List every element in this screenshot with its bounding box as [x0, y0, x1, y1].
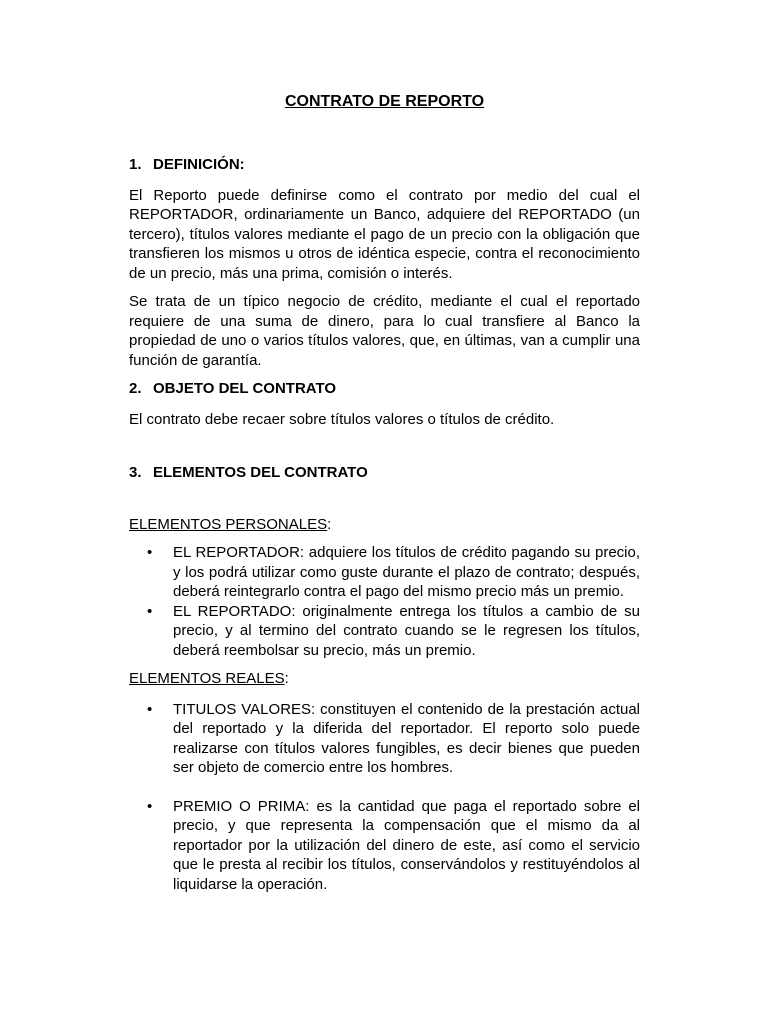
- subheading-colon: :: [284, 670, 289, 687]
- section-heading-objeto: [129, 379, 640, 399]
- section-title: ELEMENTOS DEL CONTRATO: [153, 464, 368, 481]
- subheading-elementos-personales: [129, 515, 640, 535]
- subheading-elementos-reales: [129, 669, 640, 689]
- list-item: [147, 602, 640, 661]
- document-title: CONTRATO DE REPORTO: [284, 93, 485, 110]
- paragraph-objeto: El contrato debe recaer sobre títulos valores o títulos de crédito.: [129, 410, 555, 428]
- section-heading-elementos: [129, 463, 640, 483]
- bullet-icon: •: [147, 797, 153, 815]
- list-item-text: EL REPORTADO: originalmente entrega los títulos a cambio de su precio, y al termino del contrato cuando se le regresen los títulos, deberá reembolsar su precio, más un premio.: [173, 602, 640, 659]
- bullet-icon: •: [147, 602, 153, 620]
- list-item: [147, 797, 640, 895]
- list-elementos-personales: [129, 543, 640, 660]
- section-number: 2.: [129, 380, 142, 397]
- section-number: 1.: [129, 156, 142, 173]
- subheading-label: ELEMENTOS REALES: [129, 670, 285, 687]
- section-number: 3.: [129, 464, 142, 481]
- section-title: OBJETO DEL CONTRATO: [153, 380, 337, 397]
- paragraph-definicion-2: Se trata de un típico negocio de crédito, mediante el cual el reportado requiere de una suma de dinero, para lo cual transfiere al Banco la propiedad de uno o varios títulos valores, que, en últimas, van a cumplir una función de garantía.: [129, 293, 640, 369]
- list-item: [147, 543, 640, 602]
- subheading-colon: :: [327, 515, 332, 533]
- bullet-icon: •: [147, 700, 153, 718]
- subheading-label: ELEMENTOS PERSONALES: [129, 515, 328, 533]
- list-item: [147, 700, 640, 778]
- section-heading-definicion: [129, 155, 640, 175]
- list-item-text: PREMIO O PRIMA: es la cantidad que paga el reportado sobre el precio, y que representa la compensación que el mismo da al reportador por la utilización del dinero de este, así como el servicio que le presta al recibir los títulos, conservándolos y restituyéndolos al liquidarse la operación.: [173, 797, 640, 893]
- list-item-text: TITULOS VALORES: constituyen el contenido de la prestación actual del reportado y la diferida del reportador. El reporto solo puede realizarse con títulos valores fungibles, es decir bienes que pueden ser objeto de comercio entre los hombres.: [173, 700, 640, 776]
- bullet-icon: •: [147, 544, 153, 561]
- section-title: DEFINICIÓN:: [153, 156, 245, 173]
- list-item-text: EL REPORTADOR: adquiere los títulos de crédito pagando su precio, y los podrá utilizar como guste durante el plazo de contrato; después, deberá reintegrarlo contra el pago del mismo precio más un premio.: [173, 544, 640, 600]
- paragraph-definicion-1: El Reporto puede definirse como el contrato por medio del cual el REPORTADOR, ordinariamente un Banco, adquiere del REPORTADO (un tercero), títulos valores mediante el pago de un precio con la obligación que transfieren los mismos u otros de idéntica especie, contra el reconocimiento de un precio, más una prima, comisión o interés.: [129, 186, 640, 282]
- list-elementos-reales: [129, 700, 640, 895]
